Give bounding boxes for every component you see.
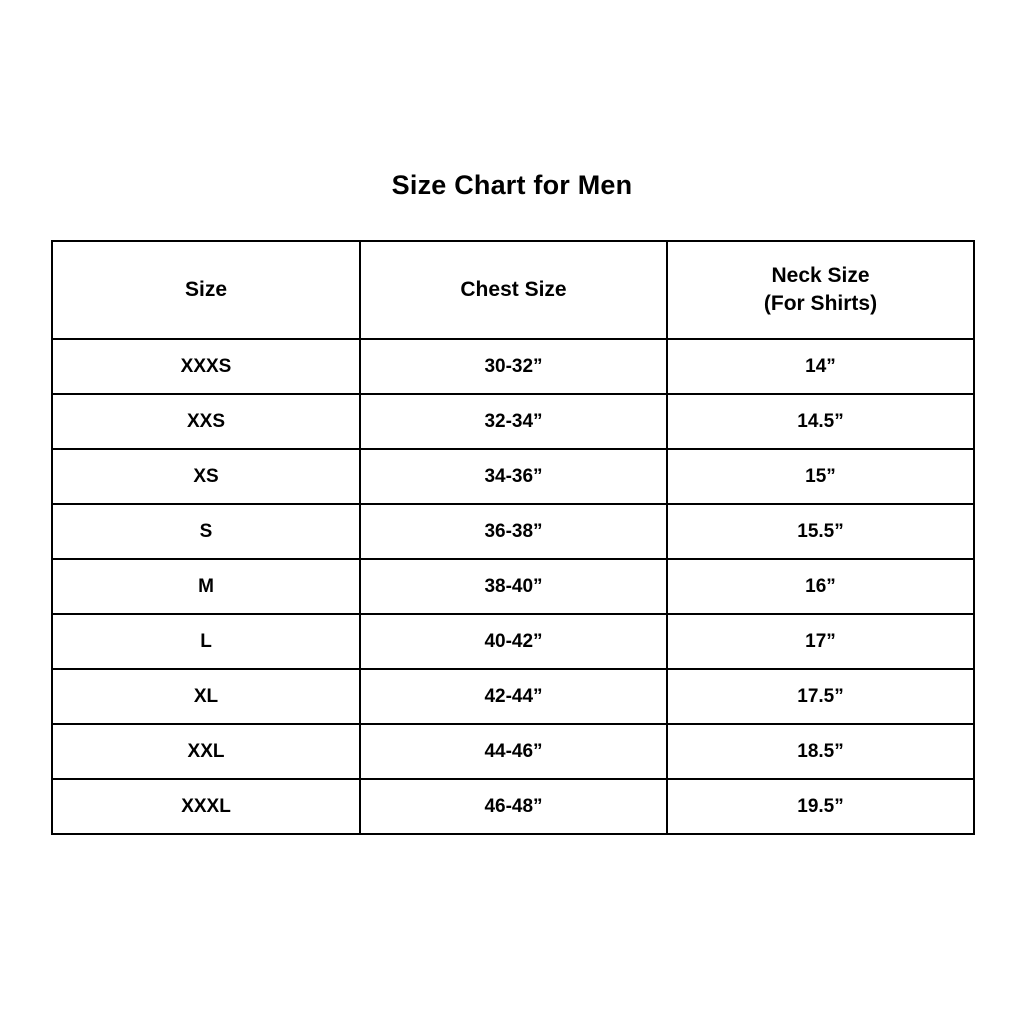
cell-neck: 15.5” <box>667 504 974 559</box>
cell-size: XXL <box>52 724 360 779</box>
cell-chest: 42-44” <box>360 669 667 724</box>
column-header-chest-size-label: Chest Size <box>460 277 567 301</box>
table-body <box>52 339 974 834</box>
cell-chest: 46-48” <box>360 779 667 834</box>
cell-neck: 14.5” <box>667 394 974 449</box>
cell-neck: 18.5” <box>667 724 974 779</box>
column-header-neck-size-sublabel: (For Shirts) <box>763 292 878 315</box>
size-chart-table <box>51 240 975 835</box>
table-row <box>52 339 974 394</box>
page-title: Size Chart for Men <box>391 170 633 200</box>
cell-neck: 14” <box>667 339 974 394</box>
table-row <box>52 559 974 614</box>
column-header-neck-size <box>667 241 974 339</box>
cell-neck: 17.5” <box>667 669 974 724</box>
column-header-size-label: Size <box>184 277 228 301</box>
size-chart-table-wrapper <box>51 240 973 835</box>
cell-chest: 30-32” <box>360 339 667 394</box>
cell-chest: 40-42” <box>360 614 667 669</box>
cell-size: M <box>52 559 360 614</box>
table-header-row <box>52 241 974 339</box>
table-row <box>52 449 974 504</box>
cell-size: XXXS <box>52 339 360 394</box>
table-row <box>52 394 974 449</box>
cell-size: XL <box>52 669 360 724</box>
column-header-neck-size-label: Neck Size <box>771 263 870 287</box>
cell-neck: 19.5” <box>667 779 974 834</box>
table-row <box>52 724 974 779</box>
cell-chest: 34-36” <box>360 449 667 504</box>
table-row <box>52 779 974 834</box>
cell-neck: 16” <box>667 559 974 614</box>
table-row <box>52 504 974 559</box>
table-row <box>52 614 974 669</box>
table-header <box>52 241 974 339</box>
cell-chest: 38-40” <box>360 559 667 614</box>
cell-neck: 17” <box>667 614 974 669</box>
cell-size: XXS <box>52 394 360 449</box>
cell-size: XS <box>52 449 360 504</box>
cell-chest: 32-34” <box>360 394 667 449</box>
cell-chest: 36-38” <box>360 504 667 559</box>
cell-neck: 15” <box>667 449 974 504</box>
cell-size: S <box>52 504 360 559</box>
cell-size: L <box>52 614 360 669</box>
column-header-chest-size <box>360 241 667 339</box>
column-header-size <box>52 241 360 339</box>
cell-chest: 44-46” <box>360 724 667 779</box>
cell-size: XXXL <box>52 779 360 834</box>
table-row <box>52 669 974 724</box>
